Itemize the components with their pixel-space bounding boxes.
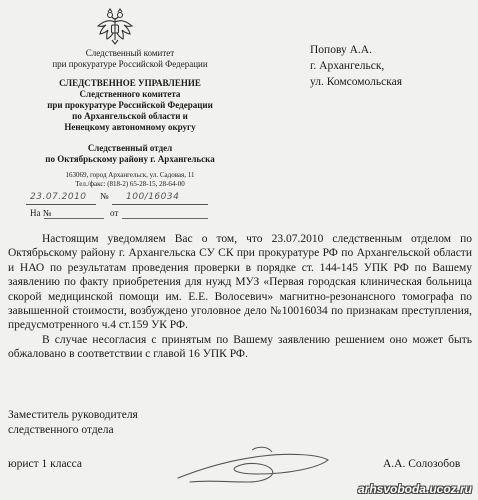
- department-line: при прокуратуре Российской Федерации: [47, 100, 213, 110]
- number-symbol: №: [100, 191, 109, 201]
- double-headed-eagle-emblem-icon: [94, 6, 136, 48]
- handwritten-signature-icon: [168, 430, 338, 490]
- department-line: по Архангельской области и: [72, 111, 188, 121]
- division-line: Следственный отдел: [87, 143, 173, 153]
- department-header: [14, 78, 246, 133]
- registration-number-field: [112, 191, 208, 205]
- address-line: 163069, город Архангельск, ул. Садовая, 11: [65, 171, 195, 179]
- committee-line: Следственный комитет: [85, 48, 175, 58]
- recipient-line: г. Архангельск,: [310, 60, 385, 72]
- committee-header: [14, 48, 246, 70]
- body-paragraph: Настоящим уведомляем Вас о том, что 23.07.2010 следственным отделом по Октябрьскому району г. Архангельска СУ СК при прокуратуре РФ по Архангельской области и НАО по результатам проведения проверки в порядке ст. 144-145 УПК РФ по Вашему заявлению по факту приобретения для нужд МУЗ «Первая городская клиническая больница скорой медицинской помощи им. Е.Е. Волосевич» магнитно-резонансного томографа по завышенной стоимости, возбуждено уголовное дело №10016034 по признакам преступления, предусмотренного ч.4 ст.159 УК РФ.: [8, 233, 472, 332]
- recipient-block: [310, 42, 402, 90]
- registration-date: 23.07.2010: [30, 192, 87, 202]
- department-line: Ненецкому автономному округу: [64, 122, 196, 132]
- signatory-title-line: следственного отдела: [8, 424, 114, 436]
- reference-date-label: от: [110, 208, 119, 218]
- body-paragraph: В случае несогласия с принятым по Вашему заявлению решением оно может быть обжаловано в соответствии с главой 16 УПК РФ.: [8, 333, 472, 361]
- registration-date-field: [26, 191, 96, 205]
- reference-date-blank: [122, 218, 208, 219]
- registration-number: 100/16034: [126, 192, 180, 202]
- department-line: Следственного комитета: [79, 89, 181, 99]
- recipient-line: Попову А.А.: [310, 44, 372, 56]
- division-line: по Октябрьскому району г. Архангельска: [45, 154, 215, 164]
- recipient-line: ул. Комсомольская: [310, 76, 403, 88]
- division-header: [14, 143, 246, 165]
- department-address: [14, 171, 246, 189]
- reference-number-label: На №: [30, 208, 52, 218]
- committee-line: при прокуратуре Российской Федерации: [52, 59, 208, 69]
- signatory-name: А.А. Солозобов: [383, 458, 461, 470]
- signatory-title-line: Заместитель руководителя: [8, 409, 138, 421]
- department-line: СЛЕДСТВЕННОЕ УПРАВЛЕНИЕ: [59, 78, 201, 88]
- address-line: Тел./факс: (818-2) 65-28-15, 28-64-00: [75, 180, 185, 188]
- signatory-rank: юрист 1 класса: [8, 458, 83, 470]
- signatory-title: [8, 408, 138, 438]
- letter-body: [8, 232, 472, 362]
- site-watermark: arhsvoboda.ucoz.ru: [357, 482, 472, 496]
- reference-number-blank: [44, 218, 104, 219]
